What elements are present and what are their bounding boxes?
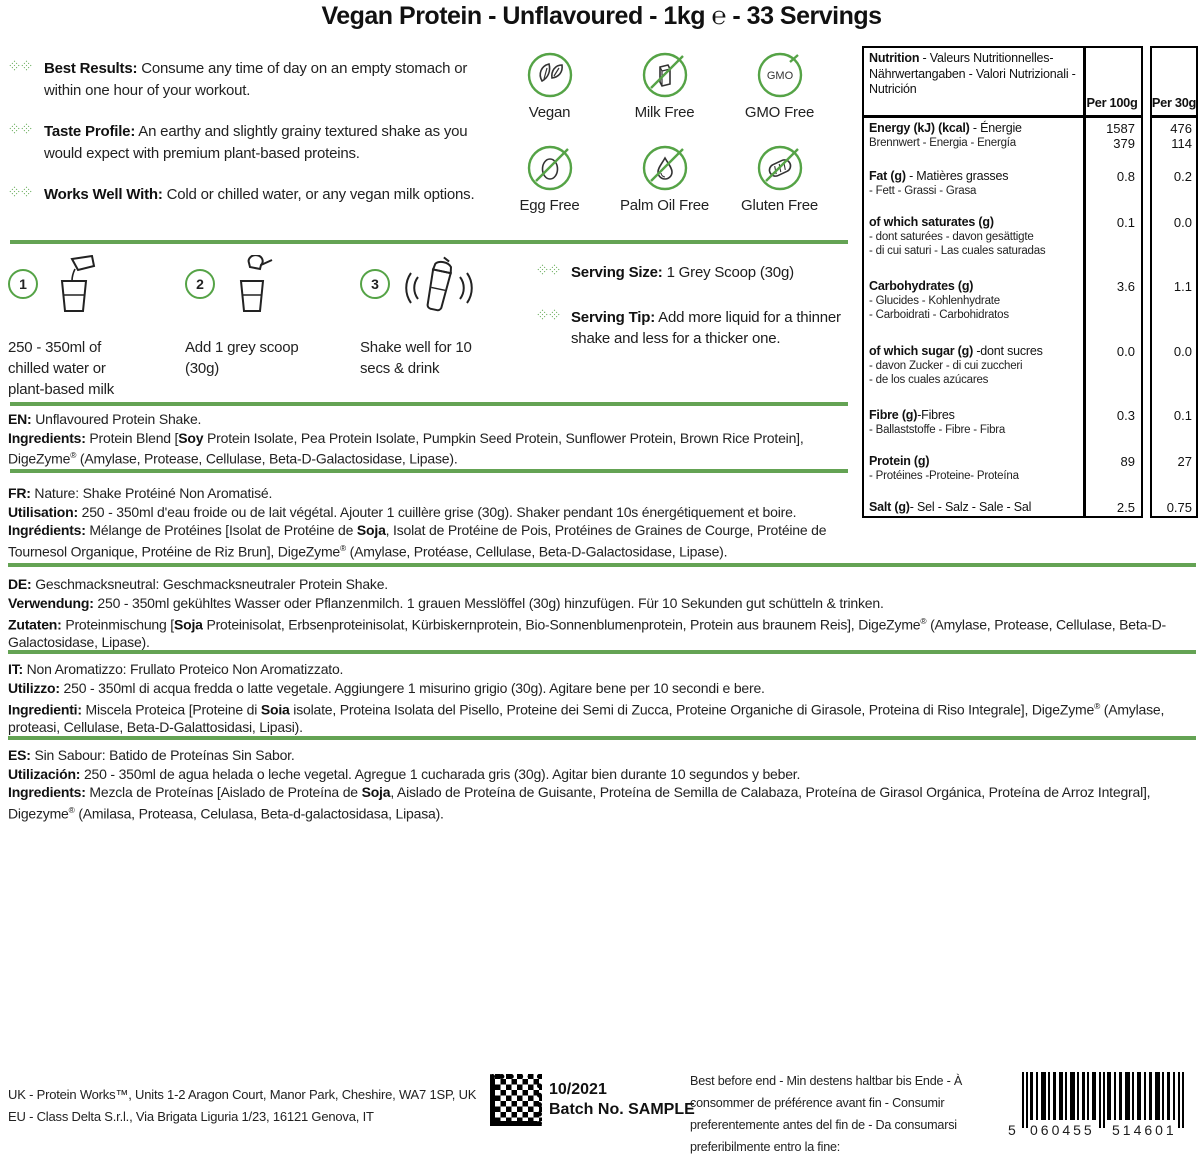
svg-text:GMO: GMO: [766, 70, 793, 82]
nutrient-label: Fat (g) - Matières grasses - Fett - Grassi - Grasa: [869, 169, 1009, 197]
lang-block-es: [8, 747, 1188, 824]
step-1: [8, 255, 168, 400]
info-text: Cold or chilled water, or any vegan milk options.: [162, 186, 475, 203]
col-header-per30g: Per 30g: [1151, 95, 1197, 110]
address-eu: EU - Class Delta S.r.l., Via Brigata Liguria 1/23, 16121 Genova, IT: [8, 1109, 374, 1124]
lang-block-fr: [8, 485, 828, 562]
step-3: [360, 255, 520, 379]
milk-carton-icon: [642, 52, 688, 98]
nutrient-label: Carbohydrates (g) - Glucides - Kohlenhydrate - Carboidrati - Carbohidratos: [869, 279, 1009, 321]
badge-label: Egg Free: [519, 197, 580, 214]
nutrition-row: [862, 275, 1198, 340]
best-before-text: Best before end - Min destens haltbar bis Ende - À consommer de préférence avant fin - Consumir preferentemente antes del fin de - Da consumarsi preferibilmente entro la fine:: [690, 1074, 963, 1154]
nutrition-row: [862, 117, 1198, 165]
diamond-bullet-icon: [10, 187, 31, 206]
badge-gluten-free: [722, 145, 837, 214]
nutrition-row: [862, 496, 1198, 518]
value-per-100g: 0.0: [1116, 344, 1135, 359]
badge-palm-oil-free: [607, 145, 722, 214]
lang-paragraph: Ingredienti: Miscela Proteica [Proteine di Soia isolate, Proteina Isolata del Pisello, Proteine dei Semi di Zucca, Proteine Organiche di Girasole, Proteina di Riso Integrale], DigeZyme® (Amylase, proteasi, Cellulase, Beta-D-Galattosidasi, Lipasi).: [8, 701, 1165, 736]
value-per-100g: 3.6: [1116, 279, 1135, 294]
info-section: [10, 58, 488, 225]
badge-label: Gluten Free: [740, 197, 818, 214]
nutrition-rows: [862, 117, 1198, 518]
value-per-30g: 476 114: [1170, 121, 1192, 151]
value-per-30g: 0.75: [1166, 500, 1192, 515]
info-item-best-results: [10, 58, 488, 102]
lang-paragraph: DE: Geschmacksneutral: Geschmacksneutraler Protein Shake.: [8, 576, 388, 592]
value-per-100g: 1587 379: [1106, 121, 1135, 151]
divider: [10, 402, 848, 406]
value-per-30g: 0.0: [1173, 344, 1192, 359]
barcode-digits-left: 060455: [1030, 1122, 1095, 1138]
divider: [8, 650, 1196, 654]
diamond-bullet-icon: [538, 310, 559, 349]
pouring-cup-icon: [48, 255, 100, 317]
scoop-cup-icon: [225, 255, 277, 317]
info-bold: Taste Profile:: [44, 123, 136, 140]
lang-paragraph: Ingrédients: Mélange de Protéines [Isolat de Protéine de Soja, Isolat de Protéine de Pois, Protéines de Graines de Courge, Protéine de Tournesol Organique, Protéine de Riz Brun], DigeZyme® (Amylase, Protéase, Cellulase, Beta-D-Galactosidase, Lipase).: [8, 522, 827, 560]
value-per-30g: 1.1: [1173, 279, 1192, 294]
lang-paragraph: ES: Sin Sabour: Batido de Proteínas Sin Sabor.: [8, 747, 295, 763]
divider: [10, 240, 848, 244]
badge-label: Vegan: [528, 104, 571, 121]
badge-label: Palm Oil Free: [619, 197, 710, 214]
lang-paragraph: EN: Unflavoured Protein Shake.: [8, 411, 202, 427]
address-uk: UK - Protein Works™, Units 1-2 Aragon Court, Manor Park, Cheshire, WA7 1SP, UK: [8, 1087, 477, 1102]
nutrition-row: [862, 340, 1198, 404]
info-bold: Works Well With:: [44, 186, 163, 203]
step-text: 250 - 350ml of chilled water or plant-based milk: [8, 339, 115, 398]
datamatrix-code-icon: [490, 1074, 542, 1126]
page-title: Vegan Protein - Unflavoured - 1kg ℮ - 33 Servings: [321, 2, 882, 30]
egg-icon: [527, 145, 573, 191]
batch-info: [549, 1080, 695, 1120]
nutrient-label: of which saturates (g) - dont saturées - davon gesättigte - di cui saturi - Las cuales saturadas: [869, 215, 1046, 257]
lang-paragraph: Utilización: 250 - 350ml de agua helada o leche vegetal. Agregue 1 cucharada gris (30g). Agitar bien durante 10 segundos y beber.: [8, 765, 801, 782]
barcode-digits-right: 514601: [1112, 1122, 1177, 1138]
value-per-30g: 0.1: [1173, 408, 1192, 423]
info-item-works-well-with: [10, 184, 488, 206]
barcode-digit-first: 5: [1008, 1122, 1016, 1138]
value-per-30g: 27: [1177, 454, 1192, 469]
col-header-per100g: Per 100g: [1086, 95, 1138, 110]
lang-block-it: [8, 661, 1188, 738]
value-per-100g: 0.3: [1116, 408, 1135, 423]
nutrient-label: Salt (g)- Sel - Salz - Sale - Sal: [869, 500, 1032, 514]
step-2: [185, 255, 345, 379]
diamond-bullet-icon: [10, 61, 31, 102]
value-per-100g: 2.5: [1116, 500, 1135, 515]
badges-grid: [492, 52, 837, 214]
info-text: An earthy and slightly grainy textured shake as you would expect with premium plant-based proteins.: [44, 123, 468, 162]
lang-paragraph: Zutaten: Proteinmischung [Soja Proteinisolat, Erbsenproteinisolat, Kürbiskernprotein, Bio-Sonnenblumenprotein, Protein aus braunem Reis], DigeZyme® (Amylase, Protease, Cellulase, Beta-D-Galactosidase, Lipase).: [8, 616, 1167, 651]
nutrition-row: [862, 211, 1198, 275]
step-text: Add 1 grey scoop (30g): [185, 339, 299, 377]
lang-block-en: [8, 411, 828, 469]
step-number: 1: [8, 269, 38, 299]
divider: [8, 736, 1196, 740]
nutrient-label: Protein (g) - Protéines -Proteine- Proteína: [869, 454, 1019, 482]
divider: [10, 469, 848, 473]
gmo-icon: [757, 52, 803, 98]
step-number: 3: [360, 269, 390, 299]
value-per-30g: 0.2: [1173, 169, 1192, 184]
nutrient-label: of which sugar (g) -dont sucres - davon Zucker - di cui zuccheri - de los cuales azúcares: [869, 344, 1043, 386]
badge-egg-free: [492, 145, 607, 214]
badge-vegan: [492, 52, 607, 121]
badge-gmo-free: [722, 52, 837, 121]
bread-icon: [757, 145, 803, 191]
shaker-icon: [400, 255, 478, 319]
badge-label: Milk Free: [634, 104, 695, 121]
badge-milk-free: [607, 52, 722, 121]
lang-paragraph: Utilisation: 250 - 350ml d'eau froide ou de lait végétal. Ajouter 1 cuillère grise (30g). Shaker pendant 10s énergétiquement et boire.: [8, 503, 797, 520]
serving-size: Serving Size: 1 Grey Scoop (30g): [538, 262, 858, 283]
diamond-bullet-icon: [10, 124, 31, 165]
nutrition-table: [862, 46, 1198, 518]
nutrition-header: Nutrition - Valeurs Nutritionnelles- Nährwertangaben - Valori Nutrizionali - Nutrición: [869, 51, 1076, 96]
lang-paragraph: Ingredients: Mezcla de Proteínas [Aislado de Proteína de Soja, Aislado de Proteína de Guisante, Proteína de Semilla de Calabaza, Proteína de Girasol Orgánica, Proteína de Arroz Integral], Digezyme® (Amilasa, Proteasa, Celulasa, Beta-d-galactosidasa, Lipasa).: [8, 784, 1151, 822]
step-number: 2: [185, 269, 215, 299]
info-bold: Best Results:: [44, 60, 138, 77]
batch-number: Batch No. SAMPLE: [549, 1101, 695, 1118]
badge-label: GMO Free: [744, 104, 815, 121]
manufacturer-addresses: [8, 1084, 476, 1128]
lang-paragraph: Utilizzo: 250 - 350ml di acqua fredda o latte vegetale. Aggiungere 1 misurino grigio (30g). Agitare bene per 10 secondi e bere.: [8, 679, 765, 696]
serving-tip: Serving Tip: Add more liquid for a thinner shake and less for a thicker one.: [538, 307, 858, 349]
value-per-100g: 0.8: [1116, 169, 1135, 184]
nutrient-label: Energy (kJ) (kcal) - Énergie Brennwert - Energia - Energía: [869, 121, 1022, 149]
nutrition-row: [862, 404, 1198, 450]
nutrition-row: [862, 450, 1198, 496]
nutrient-label: Fibre (g)-Fibres - Ballaststoffe - Fibre - Fibra: [869, 408, 1006, 436]
divider: [8, 563, 1196, 567]
lang-paragraph: Ingredients: Protein Blend [Soy Protein Isolate, Pea Protein Isolate, Pumpkin Seed Protein, Sunflower Protein, Brown Rice Protein], DigeZyme® (Amylase, Protease, Cellulase, Beta-D-Galactosidase, Lipase).: [8, 429, 804, 467]
info-item-taste-profile: [10, 121, 488, 165]
batch-date: 10/2021: [549, 1081, 607, 1098]
lang-block-de: [8, 576, 1188, 653]
barcode: [1008, 1072, 1200, 1140]
lang-paragraph: IT: Non Aromatizzo: Frullato Proteico Non Aromatizzato.: [8, 661, 344, 677]
nutrition-row: [862, 165, 1198, 211]
value-per-30g: 0.0: [1173, 215, 1192, 230]
value-per-100g: 0.1: [1116, 215, 1135, 230]
lang-paragraph: Verwendung: 250 - 350ml gekühltes Wasser oder Pflanzenmilch. 1 grauen Messlöffel (30g) hinzufügen. Für 10 Sekunden gut schütteln & trinken.: [8, 594, 884, 611]
serving-section: [538, 262, 858, 373]
diamond-bullet-icon: [538, 265, 559, 283]
value-per-100g: 89: [1120, 454, 1135, 469]
info-text: Consume any time of day on an empty stomach or within one hour of your workout.: [44, 60, 468, 99]
leaves-icon: [527, 52, 573, 98]
droplet-icon: [642, 145, 688, 191]
step-text: Shake well for 10 secs & drink: [360, 339, 472, 377]
lang-paragraph: FR: Nature: Shake Protéiné Non Aromatisé.: [8, 485, 273, 501]
